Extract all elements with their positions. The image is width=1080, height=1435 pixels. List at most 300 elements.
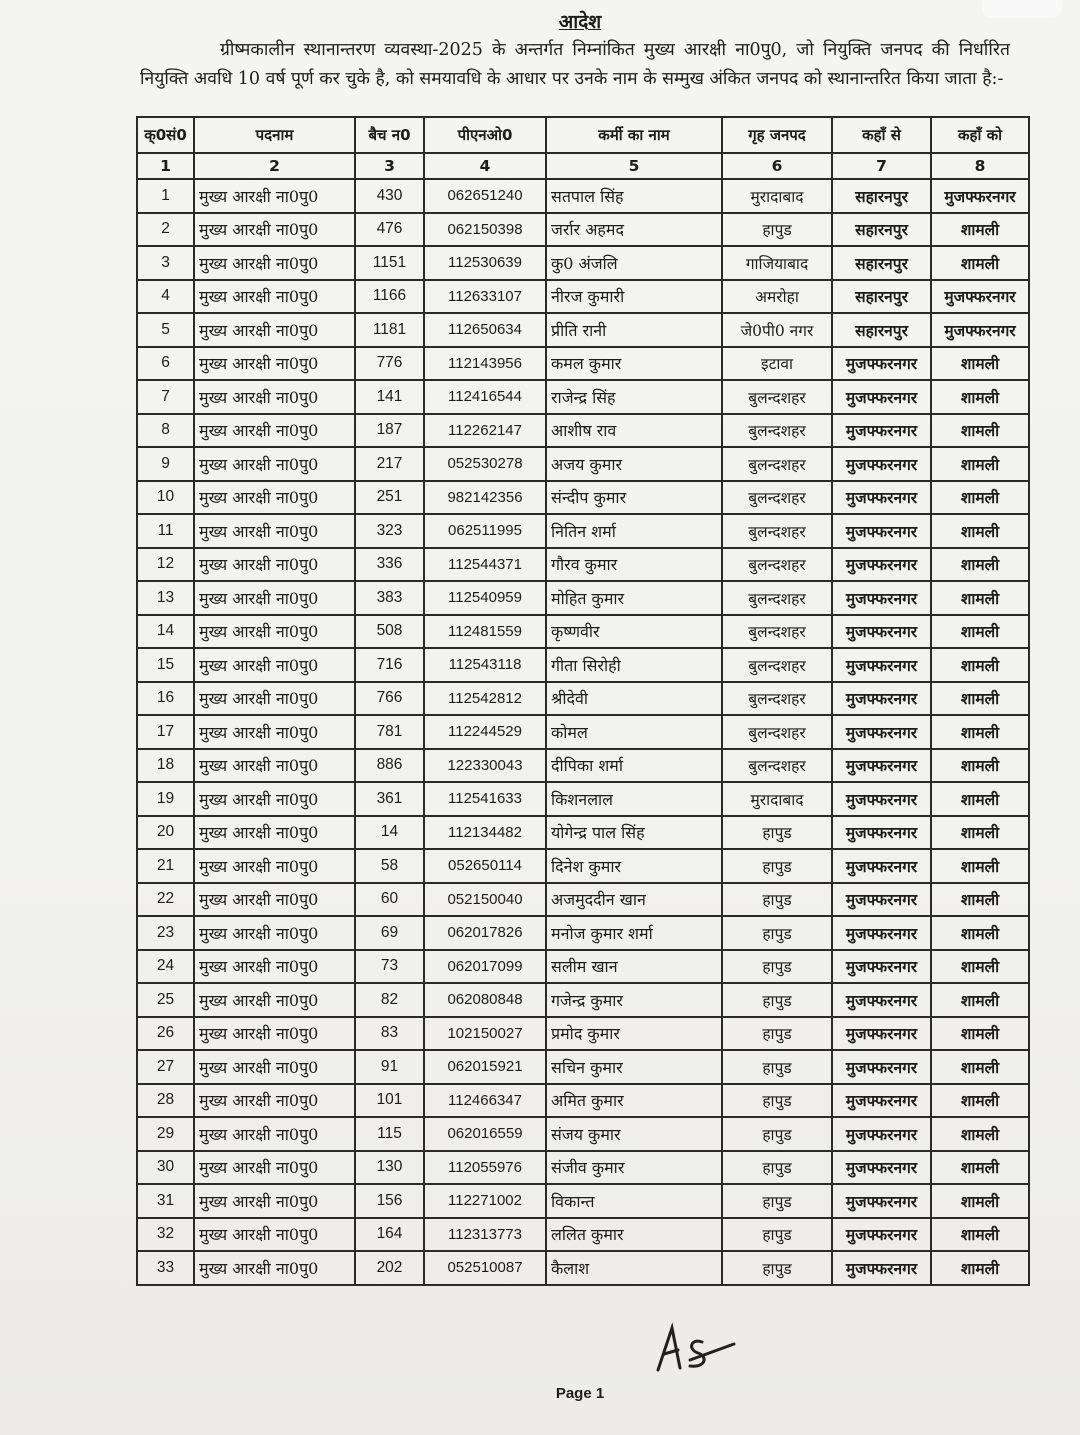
order-heading: आदेश <box>558 11 602 33</box>
designation-cell: मुख्य आरक्षी ना0पु0 <box>194 347 355 381</box>
column-number: 1 <box>137 153 194 179</box>
pno-cell: 062150398 <box>424 213 546 247</box>
table-row <box>137 213 1029 247</box>
name-cell: जर्रार अहमद <box>546 213 722 247</box>
column-number: 8 <box>931 153 1029 179</box>
table-row <box>137 950 1029 984</box>
to-district-cell: शामली <box>931 715 1029 749</box>
header-pno: पीएनओ0 <box>424 117 546 153</box>
pno-cell: 112530639 <box>424 246 546 280</box>
table-row <box>137 414 1029 448</box>
designation-cell: मुख्य आरक्षी ना0पु0 <box>194 1184 355 1218</box>
from-district-cell: मुजफ्फरनगर <box>832 782 931 816</box>
column-number: 7 <box>832 153 931 179</box>
batch-cell: 886 <box>355 749 424 783</box>
name-cell: नीरज कुमारी <box>546 280 722 314</box>
to-district-cell: शामली <box>931 514 1029 548</box>
home-district-cell: बुलन्दशहर <box>722 481 832 515</box>
to-district-cell: मुजफ्फरनगर <box>931 313 1029 347</box>
table-row <box>137 581 1029 615</box>
batch-cell: 141 <box>355 380 424 414</box>
serial-cell: 19 <box>137 782 194 816</box>
name-cell: संजय कुमार <box>546 1117 722 1151</box>
batch-cell: 164 <box>355 1218 424 1252</box>
home-district-cell: इटावा <box>722 347 832 381</box>
serial-cell: 1 <box>137 179 194 213</box>
pno-cell: 982142356 <box>424 481 546 515</box>
column-number: 2 <box>194 153 355 179</box>
to-district-cell: शामली <box>931 1117 1029 1151</box>
designation-cell: मुख्य आरक्षी ना0पु0 <box>194 715 355 749</box>
pno-cell: 112416544 <box>424 380 546 414</box>
designation-cell: मुख्य आरक्षी ना0पु0 <box>194 950 355 984</box>
name-cell: कु0 अंजलि <box>546 246 722 280</box>
to-district-cell: शामली <box>931 782 1029 816</box>
from-district-cell: सहारनपुर <box>832 280 931 314</box>
header-batch: बैच न0 <box>355 117 424 153</box>
designation-cell: मुख्य आरक्षी ना0पु0 <box>194 615 355 649</box>
home-district-cell: बुलन्दशहर <box>722 380 832 414</box>
designation-cell: मुख्य आरक्षी ना0पु0 <box>194 447 355 481</box>
serial-cell: 27 <box>137 1050 194 1084</box>
table-row <box>137 179 1029 213</box>
designation-cell: मुख्य आरक्षी ना0पु0 <box>194 849 355 883</box>
designation-cell: मुख्य आरक्षी ना0पु0 <box>194 983 355 1017</box>
table-row <box>137 615 1029 649</box>
batch-cell: 101 <box>355 1084 424 1118</box>
designation-cell: मुख्य आरक्षी ना0पु0 <box>194 1017 355 1051</box>
name-cell: अजमुददीन खान <box>546 883 722 917</box>
batch-cell: 14 <box>355 816 424 850</box>
header-from: कहाँ से <box>832 117 931 153</box>
designation-cell: मुख्य आरक्षी ना0पु0 <box>194 414 355 448</box>
home-district-cell: हापुड <box>722 983 832 1017</box>
home-district-cell: हापुड <box>722 916 832 950</box>
table-row <box>137 749 1029 783</box>
batch-cell: 130 <box>355 1151 424 1185</box>
batch-cell: 430 <box>355 179 424 213</box>
serial-cell: 20 <box>137 816 194 850</box>
batch-cell: 82 <box>355 983 424 1017</box>
header-home-district: गृह जनपद <box>722 117 832 153</box>
table-row <box>137 682 1029 716</box>
serial-cell: 21 <box>137 849 194 883</box>
designation-cell: मुख्य आरक्षी ना0पु0 <box>194 548 355 582</box>
name-cell: आशीष राव <box>546 414 722 448</box>
batch-cell: 69 <box>355 916 424 950</box>
table-row <box>137 782 1029 816</box>
pno-cell: 052150040 <box>424 883 546 917</box>
pno-cell: 112541633 <box>424 782 546 816</box>
name-cell: कैलाश <box>546 1251 722 1285</box>
table-row <box>137 849 1029 883</box>
to-district-cell: शामली <box>931 1151 1029 1185</box>
designation-cell: मुख्य आरक्षी ना0पु0 <box>194 481 355 515</box>
home-district-cell: बुलन्दशहर <box>722 581 832 615</box>
table-row <box>137 883 1029 917</box>
from-district-cell: सहारनपुर <box>832 179 931 213</box>
serial-cell: 26 <box>137 1017 194 1051</box>
to-district-cell: शामली <box>931 816 1029 850</box>
name-cell: दीपिका शर्मा <box>546 749 722 783</box>
table-header-row <box>137 117 1029 153</box>
serial-cell: 14 <box>137 615 194 649</box>
designation-cell: मुख्य आरक्षी ना0पु0 <box>194 1084 355 1118</box>
home-district-cell: बुलन्दशहर <box>722 615 832 649</box>
name-cell: मोहित कुमार <box>546 581 722 615</box>
designation-cell: मुख्य आरक्षी ना0पु0 <box>194 916 355 950</box>
pno-cell: 052530278 <box>424 447 546 481</box>
pno-cell: 112271002 <box>424 1184 546 1218</box>
home-district-cell: बुलन्दशहर <box>722 548 832 582</box>
table-row <box>137 715 1029 749</box>
pno-cell: 122330043 <box>424 749 546 783</box>
to-district-cell: शामली <box>931 916 1029 950</box>
home-district-cell: हापुड <box>722 1050 832 1084</box>
pno-cell: 062015921 <box>424 1050 546 1084</box>
from-district-cell: मुजफ्फरनगर <box>832 1017 931 1051</box>
home-district-cell: मुरादाबाद <box>722 179 832 213</box>
home-district-cell: हापुड <box>722 816 832 850</box>
from-district-cell: मुजफ्फरनगर <box>832 648 931 682</box>
serial-cell: 17 <box>137 715 194 749</box>
serial-cell: 25 <box>137 983 194 1017</box>
table-row <box>137 816 1029 850</box>
table-row <box>137 246 1029 280</box>
to-district-cell: शामली <box>931 1084 1029 1118</box>
to-district-cell: शामली <box>931 950 1029 984</box>
name-cell: सतपाल सिंह <box>546 179 722 213</box>
pno-cell: 052650114 <box>424 849 546 883</box>
serial-cell: 29 <box>137 1117 194 1151</box>
to-district-cell: शामली <box>931 883 1029 917</box>
from-district-cell: मुजफ्फरनगर <box>832 849 931 883</box>
name-cell: कमल कुमार <box>546 347 722 381</box>
table-row <box>137 1184 1029 1218</box>
to-district-cell: शामली <box>931 1184 1029 1218</box>
column-number: 6 <box>722 153 832 179</box>
to-district-cell: शामली <box>931 548 1029 582</box>
designation-cell: मुख्य आरक्षी ना0पु0 <box>194 246 355 280</box>
batch-cell: 383 <box>355 581 424 615</box>
from-district-cell: मुजफ्फरनगर <box>832 1084 931 1118</box>
batch-cell: 781 <box>355 715 424 749</box>
name-cell: गजेन्द्र कुमार <box>546 983 722 1017</box>
pno-cell: 062080848 <box>424 983 546 1017</box>
batch-cell: 115 <box>355 1117 424 1151</box>
to-district-cell: शामली <box>931 213 1029 247</box>
header-name: कर्मी का नाम <box>546 117 722 153</box>
header-to: कहाँ को <box>931 117 1029 153</box>
from-district-cell: मुजफ्फरनगर <box>832 816 931 850</box>
table-row <box>137 1251 1029 1285</box>
pno-cell: 112313773 <box>424 1218 546 1252</box>
column-number: 5 <box>546 153 722 179</box>
batch-cell: 476 <box>355 213 424 247</box>
column-number-row <box>137 153 1029 179</box>
serial-cell: 31 <box>137 1184 194 1218</box>
home-district-cell: हापुड <box>722 950 832 984</box>
name-cell: सचिन कुमार <box>546 1050 722 1084</box>
to-district-cell: शामली <box>931 648 1029 682</box>
home-district-cell: हापुड <box>722 213 832 247</box>
home-district-cell: बुलन्दशहर <box>722 749 832 783</box>
serial-cell: 8 <box>137 414 194 448</box>
name-cell: कृष्णवीर <box>546 615 722 649</box>
from-district-cell: मुजफ्फरनगर <box>832 615 931 649</box>
designation-cell: मुख्य आरक्षी ना0पु0 <box>194 1218 355 1252</box>
serial-cell: 33 <box>137 1251 194 1285</box>
home-district-cell: हापुड <box>722 1184 832 1218</box>
pno-cell: 102150027 <box>424 1017 546 1051</box>
name-cell: गौरव कुमार <box>546 548 722 582</box>
from-district-cell: मुजफ्फरनगर <box>832 682 931 716</box>
table-row <box>137 1050 1029 1084</box>
pno-cell: 062017099 <box>424 950 546 984</box>
name-cell: संजीव कुमार <box>546 1151 722 1185</box>
from-district-cell: मुजफ्फरनगर <box>832 916 931 950</box>
from-district-cell: मुजफ्फरनगर <box>832 514 931 548</box>
batch-cell: 323 <box>355 514 424 548</box>
from-district-cell: मुजफ्फरनगर <box>832 380 931 414</box>
home-district-cell: हापुड <box>722 1218 832 1252</box>
home-district-cell: बुलन्दशहर <box>722 447 832 481</box>
name-cell: राजेन्द्र सिंह <box>546 380 722 414</box>
name-cell: किशनलाल <box>546 782 722 816</box>
designation-cell: मुख्य आरक्षी ना0पु0 <box>194 213 355 247</box>
serial-cell: 12 <box>137 548 194 582</box>
table-body <box>137 153 1029 1285</box>
to-district-cell: शामली <box>931 749 1029 783</box>
to-district-cell: शामली <box>931 615 1029 649</box>
pno-cell: 112650634 <box>424 313 546 347</box>
from-district-cell: सहारनपुर <box>832 313 931 347</box>
table-row <box>137 347 1029 381</box>
pno-cell: 112134482 <box>424 816 546 850</box>
batch-cell: 73 <box>355 950 424 984</box>
to-district-cell: शामली <box>931 447 1029 481</box>
from-district-cell: मुजफ्फरनगर <box>832 447 931 481</box>
home-district-cell: हापुड <box>722 1017 832 1051</box>
from-district-cell: मुजफ्फरनगर <box>832 1218 931 1252</box>
serial-cell: 4 <box>137 280 194 314</box>
column-number: 4 <box>424 153 546 179</box>
batch-cell: 508 <box>355 615 424 649</box>
designation-cell: मुख्य आरक्षी ना0पु0 <box>194 1251 355 1285</box>
pno-cell: 062511995 <box>424 514 546 548</box>
to-district-cell: शामली <box>931 481 1029 515</box>
to-district-cell: मुजफ्फरनगर <box>931 179 1029 213</box>
pno-cell: 062016559 <box>424 1117 546 1151</box>
to-district-cell: शामली <box>931 983 1029 1017</box>
pno-cell: 052510087 <box>424 1251 546 1285</box>
table-row <box>137 1151 1029 1185</box>
to-district-cell: शामली <box>931 682 1029 716</box>
batch-cell: 187 <box>355 414 424 448</box>
name-cell: कोमल <box>546 715 722 749</box>
pno-cell: 112544371 <box>424 548 546 582</box>
to-district-cell: शामली <box>931 414 1029 448</box>
designation-cell: मुख्य आरक्षी ना0पु0 <box>194 313 355 347</box>
batch-cell: 1151 <box>355 246 424 280</box>
serial-cell: 18 <box>137 749 194 783</box>
to-district-cell: शामली <box>931 380 1029 414</box>
table-row <box>137 481 1029 515</box>
batch-cell: 776 <box>355 347 424 381</box>
table-row <box>137 1084 1029 1118</box>
designation-cell: मुख्य आरक्षी ना0पु0 <box>194 514 355 548</box>
batch-cell: 251 <box>355 481 424 515</box>
from-district-cell: सहारनपुर <box>832 213 931 247</box>
from-district-cell: मुजफ्फरनगर <box>832 950 931 984</box>
table-row <box>137 1117 1029 1151</box>
name-cell: नितिन शर्मा <box>546 514 722 548</box>
designation-cell: मुख्य आरक्षी ना0पु0 <box>194 648 355 682</box>
name-cell: योगेन्द्र पाल सिंह <box>546 816 722 850</box>
designation-cell: मुख्य आरक्षी ना0पु0 <box>194 682 355 716</box>
designation-cell: मुख्य आरक्षी ना0पु0 <box>194 782 355 816</box>
table-row <box>137 916 1029 950</box>
home-district-cell: जे0पी0 नगर <box>722 313 832 347</box>
table-row <box>137 983 1029 1017</box>
from-district-cell: मुजफ्फरनगर <box>832 1184 931 1218</box>
pno-cell: 112633107 <box>424 280 546 314</box>
pno-cell: 062017826 <box>424 916 546 950</box>
pno-cell: 062651240 <box>424 179 546 213</box>
designation-cell: मुख्य आरक्षी ना0पु0 <box>194 816 355 850</box>
pno-cell: 112543118 <box>424 648 546 682</box>
to-district-cell: शामली <box>931 581 1029 615</box>
table-row <box>137 548 1029 582</box>
batch-cell: 361 <box>355 782 424 816</box>
from-district-cell: मुजफ्फरनगर <box>832 1251 931 1285</box>
designation-cell: मुख्य आरक्षी ना0पु0 <box>194 1117 355 1151</box>
to-district-cell: शामली <box>931 1050 1029 1084</box>
home-district-cell: हापुड <box>722 1251 832 1285</box>
serial-cell: 11 <box>137 514 194 548</box>
from-district-cell: मुजफ्फरनगर <box>832 347 931 381</box>
designation-cell: मुख्य आरक्षी ना0पु0 <box>194 883 355 917</box>
home-district-cell: हापुड <box>722 883 832 917</box>
home-district-cell: गाजियाबाद <box>722 246 832 280</box>
from-district-cell: मुजफ्फरनगर <box>832 1050 931 1084</box>
serial-cell: 5 <box>137 313 194 347</box>
table-row <box>137 280 1029 314</box>
name-cell: अजय कुमार <box>546 447 722 481</box>
home-district-cell: हापुड <box>722 1117 832 1151</box>
serial-cell: 30 <box>137 1151 194 1185</box>
serial-cell: 23 <box>137 916 194 950</box>
serial-cell: 22 <box>137 883 194 917</box>
pno-cell: 112466347 <box>424 1084 546 1118</box>
to-district-cell: शामली <box>931 849 1029 883</box>
order-intro-text: ग्रीष्मकालीन स्थानान्तरण व्यवस्था-2025 के अन्तर्गत निम्नांकित मुख्य आरक्षी ना0पु0, जो नियुक्ति जनपद की निर्धारित नियुक्ति अवधि 10 वर्ष पूर्ण कर चुके है, को समयावधि के आधार पर उनके नाम के सम्मुख अंकित जनपद को स्थानान्तरित किया जाता है:- <box>140 40 1010 89</box>
from-district-cell: मुजफ्फरनगर <box>832 414 931 448</box>
home-district-cell: मुरादाबाद <box>722 782 832 816</box>
from-district-cell: मुजफ्फरनगर <box>832 983 931 1017</box>
home-district-cell: बुलन्दशहर <box>722 514 832 548</box>
serial-cell: 16 <box>137 682 194 716</box>
name-cell: विकान्त <box>546 1184 722 1218</box>
to-district-cell: शामली <box>931 1218 1029 1252</box>
designation-cell: मुख्य आरक्षी ना0पु0 <box>194 380 355 414</box>
serial-cell: 6 <box>137 347 194 381</box>
from-district-cell: मुजफ्फरनगर <box>832 481 931 515</box>
name-cell: प्रमोद कुमार <box>546 1017 722 1051</box>
table-row <box>137 648 1029 682</box>
page-number: Page 1 <box>555 1385 605 1402</box>
batch-cell: 83 <box>355 1017 424 1051</box>
serial-cell: 13 <box>137 581 194 615</box>
serial-cell: 9 <box>137 447 194 481</box>
from-district-cell: मुजफ्फरनगर <box>832 581 931 615</box>
designation-cell: मुख्य आरक्षी ना0पु0 <box>194 581 355 615</box>
pno-cell: 112542812 <box>424 682 546 716</box>
designation-cell: मुख्य आरक्षी ना0पु0 <box>194 1050 355 1084</box>
batch-cell: 202 <box>355 1251 424 1285</box>
home-district-cell: बुलन्दशहर <box>722 715 832 749</box>
home-district-cell: हापुड <box>722 1084 832 1118</box>
serial-cell: 32 <box>137 1218 194 1252</box>
batch-cell: 1181 <box>355 313 424 347</box>
batch-cell: 336 <box>355 548 424 582</box>
pno-cell: 112481559 <box>424 615 546 649</box>
serial-cell: 24 <box>137 950 194 984</box>
batch-cell: 716 <box>355 648 424 682</box>
header-serial: क्0सं0 <box>137 117 194 153</box>
pno-cell: 112262147 <box>424 414 546 448</box>
to-district-cell: शामली <box>931 246 1029 280</box>
serial-cell: 10 <box>137 481 194 515</box>
batch-cell: 91 <box>355 1050 424 1084</box>
name-cell: अमित कुमार <box>546 1084 722 1118</box>
pno-cell: 112143956 <box>424 347 546 381</box>
batch-cell: 58 <box>355 849 424 883</box>
pno-cell: 112055976 <box>424 1151 546 1185</box>
transfer-table <box>136 116 1030 1286</box>
to-district-cell: शामली <box>931 1251 1029 1285</box>
from-district-cell: मुजफ्फरनगर <box>832 1151 931 1185</box>
serial-cell: 15 <box>137 648 194 682</box>
designation-cell: मुख्य आरक्षी ना0पु0 <box>194 280 355 314</box>
table-row <box>137 447 1029 481</box>
serial-cell: 3 <box>137 246 194 280</box>
table-row <box>137 313 1029 347</box>
to-district-cell: शामली <box>931 347 1029 381</box>
batch-cell: 60 <box>355 883 424 917</box>
batch-cell: 766 <box>355 682 424 716</box>
serial-cell: 7 <box>137 380 194 414</box>
designation-cell: मुख्य आरक्षी ना0पु0 <box>194 179 355 213</box>
serial-cell: 28 <box>137 1084 194 1118</box>
name-cell: प्रीति रानी <box>546 313 722 347</box>
name-cell: दिनेश कुमार <box>546 849 722 883</box>
home-district-cell: हापुड <box>722 1151 832 1185</box>
from-district-cell: मुजफ्फरनगर <box>832 1117 931 1151</box>
pno-cell: 112540959 <box>424 581 546 615</box>
home-district-cell: बुलन्दशहर <box>722 648 832 682</box>
home-district-cell: बुलन्दशहर <box>722 414 832 448</box>
from-district-cell: मुजफ्फरनगर <box>832 548 931 582</box>
name-cell: सलीम खान <box>546 950 722 984</box>
pno-cell: 112244529 <box>424 715 546 749</box>
name-cell: गीता सिरोही <box>546 648 722 682</box>
from-district-cell: मुजफ्फरनगर <box>832 715 931 749</box>
header-designation: पदनाम <box>194 117 355 153</box>
order-intro <box>140 36 1010 94</box>
table-row <box>137 1218 1029 1252</box>
name-cell: संन्दीप कुमार <box>546 481 722 515</box>
